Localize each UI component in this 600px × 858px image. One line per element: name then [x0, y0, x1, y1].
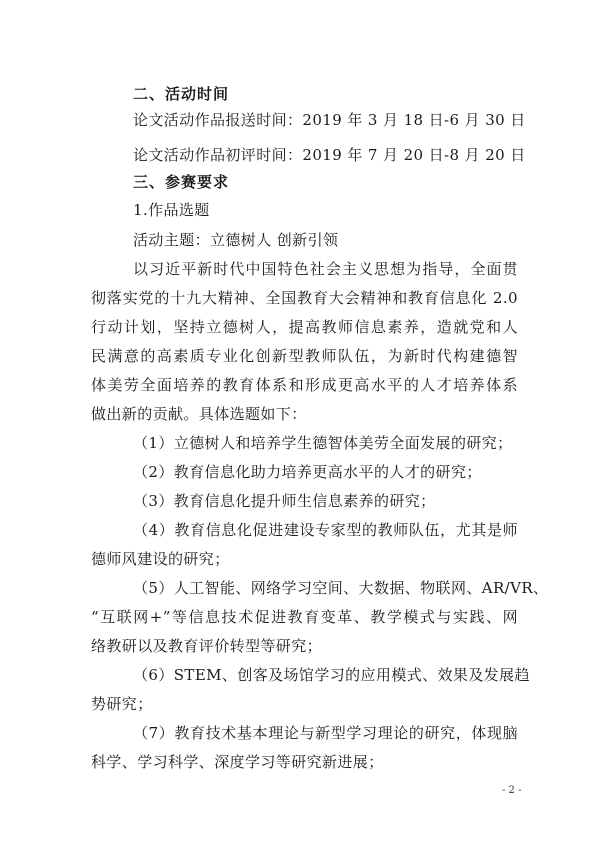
- page-number: - 2 -: [502, 785, 522, 796]
- review-time-line: 论文活动作品初评时间：2019 年 7 月 20 日-8 月 20 日: [133, 146, 526, 164]
- submission-time-line: 论文活动作品报送时间：2019 年 3 月 18 日-6 月 30 日: [133, 111, 526, 129]
- topic-item-5-line2: “互联网+”等信息技术促进教育变革、教学模式与实践、网: [91, 608, 518, 626]
- topic-item-6-line2: 势研究；: [91, 695, 153, 713]
- paragraph-line: 以习近平新时代中国特色社会主义思想为指导，全面贯: [133, 260, 518, 278]
- topic-item-7-line2: 科学、学习科学、深度学习等研究新进展；: [91, 753, 384, 771]
- topic-item-5-line3: 络教研以及教育评价转型等研究；: [91, 637, 323, 655]
- paragraph-line: 做出新的贡献。具体选题如下：: [91, 405, 307, 423]
- topic-item-7-line1: （7）教育技术基本理论与新型学习理论的研究，体现脑: [133, 724, 518, 742]
- topic-item-1: （1）立德树人和培养学生德智体美劳全面发展的研究；: [133, 434, 513, 452]
- topic-item-3: （3）教育信息化提升师生信息素养的研究；: [133, 492, 436, 510]
- paragraph-line: 体美劳全面培养的教育体系和形成更高水平的人才培养体系: [91, 376, 518, 394]
- paragraph-line: 彻落实党的十九大精神、全国教育大会精神和教育信息化 2.0: [91, 289, 518, 307]
- section-heading-requirements: 三、参赛要求: [133, 173, 230, 191]
- topic-item-6-line1: （6）STEM、创客及场馆学习的应用模式、效果及发展趋: [133, 666, 530, 684]
- topic-item-4-line1: （4）教育信息化促进建设专家型的教师队伍，尤其是师: [133, 521, 518, 539]
- activity-theme-line: 活动主题：立德树人 创新引领: [133, 231, 339, 249]
- topic-item-2: （2）教育信息化助力培养更高水平的人才的研究；: [133, 463, 482, 481]
- topic-item-4-line2: 德师风建设的研究；: [91, 550, 230, 568]
- topic-item-5-line1: （5）人工智能、网络学习空间、大数据、物联网、AR/VR、: [133, 579, 549, 597]
- paragraph-line: 行动计划，坚持立德树人，提高教师信息素养，造就党和人: [91, 318, 518, 336]
- paragraph-line: 民满意的高素质专业化创新型教师队伍，为新时代构建德智: [91, 347, 518, 365]
- subheading-topic-selection: 1.作品选题: [133, 201, 210, 219]
- section-heading-activity-time: 二、活动时间: [133, 85, 230, 103]
